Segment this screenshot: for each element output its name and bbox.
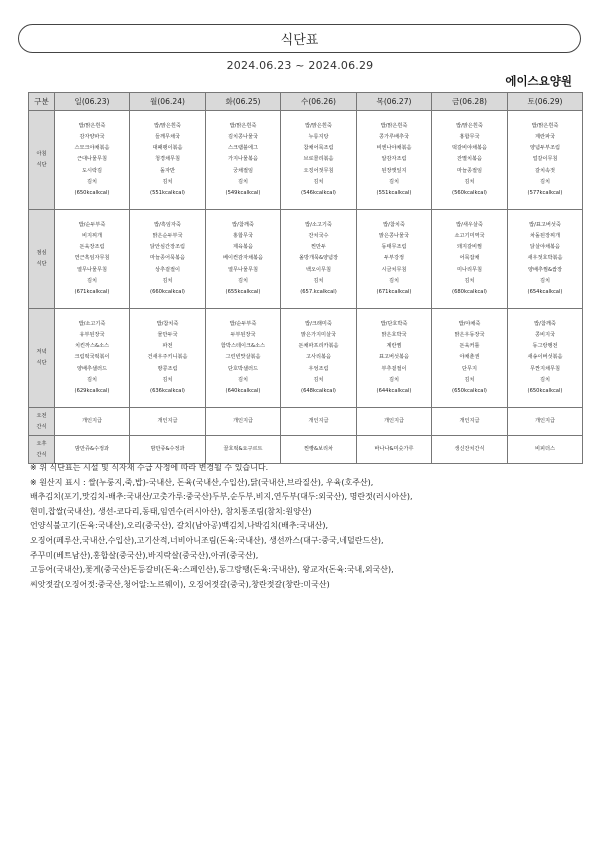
menu-cell: [508, 309, 583, 408]
menu-cell: [130, 309, 206, 408]
menu-cell: [281, 408, 357, 436]
menu-item: 연근흑임자무침: [74, 255, 110, 262]
header-row: [29, 93, 583, 111]
menu-item: 밤만쥬&수정과: [74, 445, 110, 452]
menu-item: (650kcalkcal): [452, 387, 487, 394]
menu-item: 찐빵&보리차: [303, 445, 334, 452]
menu-item: 김치콩나물국: [227, 134, 259, 141]
menu-cell: [432, 436, 508, 464]
meal-label-line: 점심: [36, 250, 47, 256]
menu-item: 밥/흑임자죽: [154, 222, 181, 229]
day-header: 목(06.27): [357, 93, 432, 111]
menu-cell: [357, 111, 432, 210]
menu-item: 밥/맑은흰죽: [380, 123, 408, 130]
meal-label: [29, 111, 55, 210]
menu-cell: [130, 408, 206, 436]
menu-item: 바나나&미숫가루: [374, 445, 414, 452]
meal-label-line: 간식: [36, 423, 47, 430]
menu-item: 닭안심간장조림: [149, 244, 186, 251]
menu-item: 두부된장국: [230, 332, 256, 339]
menu-item: 열무나물무침: [76, 266, 108, 273]
menu-item: 찐만두: [310, 244, 327, 251]
menu-item: 계란찜: [386, 343, 402, 350]
menu-item: 부추겉절이: [381, 365, 407, 372]
menu-item: 밥/야채죽: [458, 321, 481, 328]
menu-item: 함박스테이크&소스: [220, 343, 266, 350]
menu-item: 소고기미역국: [454, 233, 485, 240]
menu-item: 김치: [388, 277, 400, 284]
menu-item: 김치: [539, 277, 551, 284]
menu-item: 개인지급: [308, 417, 329, 424]
menu-item: 김치: [162, 376, 173, 383]
menu-cell: [357, 408, 432, 436]
menu-item: 비피더스: [534, 445, 556, 452]
menu-cell: [55, 309, 130, 408]
meal-row: [29, 436, 583, 464]
menu-cell: [357, 436, 432, 464]
note-line: 고등어(국내산),꽃게(중국산)돈등갈비(돈육:스페인산),동그랑땡(돈육:국내산), 왕교자(돈육:국내,외국산),: [30, 565, 394, 575]
menu-item: 상추겉절이: [154, 266, 181, 273]
page-title: 식단표: [280, 33, 319, 48]
note-line: 언양식불고기(돈육:국내산),오리(중국산), 갈치(남아공)백김치,나박김치(배추:국내산),: [30, 521, 329, 531]
menu-item: 김치: [539, 376, 551, 383]
menu-item: 마늘종어묵볶음: [149, 255, 186, 262]
menu-item: 김치: [86, 178, 98, 185]
day-header: 토(06.29): [508, 93, 583, 111]
menu-item: 무짠지채무침: [529, 365, 561, 372]
menu-item: (551kcalkcal): [376, 189, 412, 196]
note-line: 현미,찹쌀(국내산), 생선-코다리,동태,임연수(러시아산), 참치통조림(참치:원양산): [30, 506, 312, 516]
menu-item: 밥/참치죽: [383, 222, 405, 229]
menu-item: 베이컨감자채볶음: [222, 255, 264, 262]
menu-item: (655kcalkcal): [225, 288, 261, 295]
menu-item: 개인지급: [534, 417, 556, 424]
menu-item: 비지찌개: [81, 233, 103, 240]
menu-item: 도시락김: [81, 167, 103, 174]
menu-cell: [508, 111, 583, 210]
menu-cell: [130, 111, 206, 210]
menu-item: 맑은우동장국: [454, 332, 485, 339]
menu-item: 들깨무채국: [154, 134, 181, 141]
menu-item: 닭살야채볶음: [529, 244, 561, 251]
menu-item: 개인지급: [459, 417, 480, 424]
menu-item: (640kcalkcal): [225, 387, 261, 394]
menu-item: 김치: [86, 376, 98, 383]
menu-item: 양배추찜&쌈장: [527, 266, 563, 273]
menu-item: 김치: [313, 178, 324, 185]
menu-item: 열무나물무침: [227, 266, 259, 273]
meal-label-line: 간식: [36, 451, 47, 458]
menu-item: 밥/크래미죽: [305, 321, 332, 328]
menu-item: (654kcalkcal): [527, 288, 563, 295]
menu-cell: [357, 210, 432, 309]
meal-row: [29, 111, 583, 210]
menu-item: 두부강정: [383, 255, 405, 262]
menu-item: 콩가루배추국: [378, 134, 410, 141]
menu-item: 돈채파프리카볶음: [298, 343, 339, 350]
menu-item: 오징어젓무침: [303, 167, 334, 174]
menu-cell: [508, 408, 583, 436]
menu-item: 콩비지국: [534, 332, 556, 339]
menu-period: 2024.06.23 ~ 2024.06.29: [226, 59, 374, 72]
menu-cell: [432, 408, 508, 436]
menu-item: 밥/표고버섯죽: [529, 222, 561, 229]
menu-cell: [206, 436, 281, 464]
menu-item: (636kcalkcal): [150, 387, 185, 394]
menu-item: 밥/맑은흰죽: [154, 123, 181, 130]
menu-item: (549kcalkcal): [225, 189, 261, 196]
menu-item: 밥/새우살죽: [456, 222, 483, 229]
menu-item: 백오이무침: [305, 266, 332, 273]
menu-item: 밥/소고기죽: [305, 222, 332, 229]
menu-item: 새우젓호박볶음: [527, 255, 563, 262]
menu-item: 마늘종절임: [456, 167, 483, 174]
menu-item: 잔멸치볶음: [456, 156, 483, 163]
menu-item: 제육볶음: [232, 244, 254, 251]
meal-label-line: 오후: [36, 440, 47, 447]
menu-item: 밥/맑은흰죽: [229, 123, 257, 130]
menu-cell: [432, 111, 508, 210]
menu-item: 돼지갈비찜: [456, 244, 483, 251]
menu-cell: [55, 111, 130, 210]
menu-item: 표고버섯볶음: [378, 354, 410, 361]
meal-label: [29, 309, 55, 408]
menu-item: 생신잔치간식: [454, 445, 485, 452]
menu-item: (560kcalkcal): [452, 189, 487, 196]
menu-item: 스크램블에그: [227, 145, 259, 152]
menu-cell: [281, 309, 357, 408]
menu-item: 밥/소고기죽: [78, 321, 106, 328]
menu-item: 파전: [162, 343, 173, 350]
menu-item: 김치: [162, 178, 173, 185]
menu-cell: [281, 210, 357, 309]
menu-item: 참채어묵조림: [303, 145, 334, 152]
menu-item: 밥/참깨죽: [534, 321, 556, 328]
menu-item: 밥/단호박죽: [380, 321, 408, 328]
menu-item: 밥/맑은흰죽: [305, 123, 332, 130]
menu-item: 김치: [237, 277, 249, 284]
meal-label: [29, 210, 55, 309]
menu-item: 밥/참치죽: [156, 321, 179, 328]
menu-item: 김치: [86, 277, 98, 284]
note-line: ※ 원산지 표시 : 쌀(누룽지,죽,밥)-국내산, 돈육(국내산,수입산),닭(국내산,브라질산), 우육(호주산),: [30, 477, 374, 487]
menu-cell: [55, 210, 130, 309]
menu-item: 김치: [313, 376, 324, 383]
menu-item: (551kcalkcal): [150, 189, 185, 196]
menu-item: 맑은콩나물국: [378, 233, 410, 240]
menu-item: 김치: [162, 277, 173, 284]
day-header: 일(06.23): [55, 93, 130, 111]
menu-item: 동그랑땡전: [532, 343, 558, 350]
meal-label-line: 오전: [36, 412, 47, 419]
day-header: 월(06.24): [130, 93, 206, 111]
menu-item: 개인지급: [81, 417, 103, 424]
menu-item: 밥/맑은흰죽: [456, 123, 483, 130]
menu-item: 홍합무국: [459, 134, 480, 141]
menu-item: 근대나물무침: [76, 156, 108, 163]
menu-cell: [206, 309, 281, 408]
menu-item: 동태무조림: [381, 244, 407, 251]
menu-item: 미나리무침: [456, 266, 483, 273]
menu-cell: [281, 111, 357, 210]
menu-item: 올방개묵&양념장: [298, 255, 339, 262]
menu-item: 비엔나야채볶음: [376, 145, 412, 152]
day-header: 금(06.28): [432, 93, 508, 111]
menu-item: 홍합무국: [232, 233, 254, 240]
menu-item: 그린빈맛살볶음: [225, 354, 261, 361]
note-line: ※ 위 식단표는 시설 및 식자재 수급 사정에 따라 변경될 수 있습니다.: [30, 463, 269, 472]
menu-cell: [130, 436, 206, 464]
menu-item: 갈치속젓: [534, 167, 556, 174]
menu-item: 밥/맑은흰죽: [531, 123, 559, 130]
menu-item: 밥/순두부죽: [229, 321, 257, 328]
note-line: 주꾸미(베트남산),홍합살(중국산),바지락살(중국산),아귀(중국산),: [30, 550, 259, 560]
menu-item: 누룽지탕: [308, 134, 329, 141]
menu-cell: [206, 210, 281, 309]
menu-item: 떡갈비야채볶음: [451, 145, 488, 152]
menu-item: (650kcalkcal): [74, 189, 110, 196]
meal-label-line: 식단: [36, 360, 47, 366]
meal-label: [29, 436, 55, 464]
menu-item: 야채춘권: [459, 354, 480, 361]
menu-item: 김치: [464, 277, 475, 284]
menu-item: 돈육커틀: [459, 343, 480, 350]
menu-item: (546kcalkcal): [301, 189, 336, 196]
menu-item: 김치: [539, 178, 551, 185]
menu-cell: [281, 436, 357, 464]
menu-item: 밥/참깨죽: [232, 222, 254, 229]
menu-item: (648kcalkcal): [301, 387, 336, 394]
menu-item: 크림떡국떡볶이: [74, 354, 110, 361]
facility-name: 에이스요양원: [505, 74, 572, 88]
menu-item: 개인지급: [232, 417, 254, 424]
menu-item: 궁채절임: [232, 167, 254, 174]
menu-item: 밥/순두부죽: [78, 222, 106, 229]
menu-cell: [206, 111, 281, 210]
menu-item: (650kcalkcal): [527, 387, 563, 394]
day-header: 화(06.25): [206, 93, 281, 111]
menu-item: (680kcalkcal): [452, 288, 487, 295]
menu-item: 땅콩조림: [157, 365, 178, 372]
meal-row: [29, 408, 583, 436]
menu-item: 감자양파국: [79, 134, 105, 141]
menu-cell: [130, 210, 206, 309]
menu-item: 계란파국: [534, 134, 556, 141]
meal-label-line: 식단: [36, 162, 47, 168]
menu-cell: [206, 408, 281, 436]
menu-item: (660kcalkcal): [150, 288, 185, 295]
menu-item: 김치: [313, 277, 324, 284]
menu-item: 밥/맑은흰죽: [78, 123, 106, 130]
menu-item: 고사리볶음: [305, 354, 332, 361]
menu-item: 맑은호박국: [381, 332, 407, 339]
menu-item: 개인지급: [157, 417, 178, 424]
menu-cell: [432, 309, 508, 408]
meal-label: [29, 408, 55, 436]
menu-item: 얼갈이무침: [532, 156, 558, 163]
menu-cell: [55, 436, 130, 464]
menu-item: 밤만쥬&수정과: [150, 445, 185, 452]
menu-item: 김치: [388, 376, 400, 383]
menu-item: 김치: [388, 178, 400, 185]
menu-item: 양념두부조림: [529, 145, 561, 152]
weekly-menu-table: [28, 92, 583, 464]
menu-item: (657.kcalkcal): [300, 288, 337, 295]
menu-cell: [508, 210, 583, 309]
meal-label-line: 식단: [36, 261, 47, 267]
menu-item: 김치: [237, 178, 249, 185]
menu-item: 돈육장조림: [79, 244, 105, 251]
menu-item: 된장깻잎지: [381, 167, 407, 174]
note-line: 씨앗젓갈(오징어젓:중국산,청어알:노르웨이), 오징어젓갈(중국),창란젓갈(창란:미국산): [30, 579, 330, 589]
menu-item: 치킨까스&소스: [74, 343, 110, 350]
notes-section: [30, 461, 575, 592]
menu-item: 시금치무침: [381, 266, 407, 273]
menu-item: (644kcalkcal): [376, 387, 412, 394]
menu-item: 어묵잡채: [459, 255, 480, 262]
menu-item: 유부된장국: [79, 332, 105, 339]
day-header: 수(06.26): [281, 93, 357, 111]
menu-cell: [357, 309, 432, 408]
menu-item: 가지나물볶음: [227, 156, 259, 163]
menu-item: 건새우주키니볶음: [147, 354, 188, 361]
menu-item: (577kcalkcal): [527, 189, 563, 196]
menu-item: 새송이버섯볶음: [527, 354, 563, 361]
note-line: 배추김치(포기,맛김치-배추:국내산/고춧가루:중국산)두부,순두부,비지,연두부(대두:외국산), 명란젓(러시아산),: [30, 492, 413, 502]
meal-label-line: 저녁: [36, 349, 47, 355]
menu-item: 잔치국수: [308, 233, 329, 240]
corner-header: 구분: [29, 93, 55, 111]
menu-item: 김치: [464, 178, 475, 185]
menu-cell: [508, 436, 583, 464]
menu-cell: [55, 408, 130, 436]
menu-item: 돌자반: [159, 167, 176, 174]
menu-item: (629kcalkcal): [74, 387, 110, 394]
menu-item: 꿀호떡&요구르트: [223, 445, 263, 452]
menu-item: (671kcalkcal): [376, 288, 412, 295]
menu-item: 스모크야채볶음: [74, 145, 110, 152]
menu-cell: [432, 210, 508, 309]
note-line: 오징어(페루산,국내산,수입산),고기산적,너비아니조림(돈육:국내산), 생선까스(대구:중국,네덜란드산),: [30, 535, 384, 545]
menu-item: 김치: [237, 376, 249, 383]
menu-item: 맑은가지미살국: [300, 332, 337, 339]
menu-item: 청경채무침: [154, 156, 181, 163]
meal-row: [29, 309, 583, 408]
menu-item: 대패팽이볶음: [152, 145, 183, 152]
menu-item: 알감자조림: [381, 156, 407, 163]
menu-item: 브로콜리볶음: [303, 156, 334, 163]
menu-item: 맑은순두부국: [152, 233, 183, 240]
menu-item: 단호박샐러드: [227, 365, 259, 372]
menu-item: 김치: [464, 376, 475, 383]
menu-item: 우엉조림: [308, 365, 329, 372]
meal-row: [29, 210, 583, 309]
menu-item: 차돌된장찌개: [529, 233, 561, 240]
menu-item: 단무지: [461, 365, 478, 372]
menu-item: 양배추샐러드: [76, 365, 108, 372]
menu-item: (671kcalkcal): [74, 288, 110, 295]
meal-label-line: 아침: [36, 151, 47, 157]
menu-item: 물만두국: [157, 332, 178, 339]
page-title-box: [18, 24, 581, 53]
menu-item: 개인지급: [383, 417, 405, 424]
